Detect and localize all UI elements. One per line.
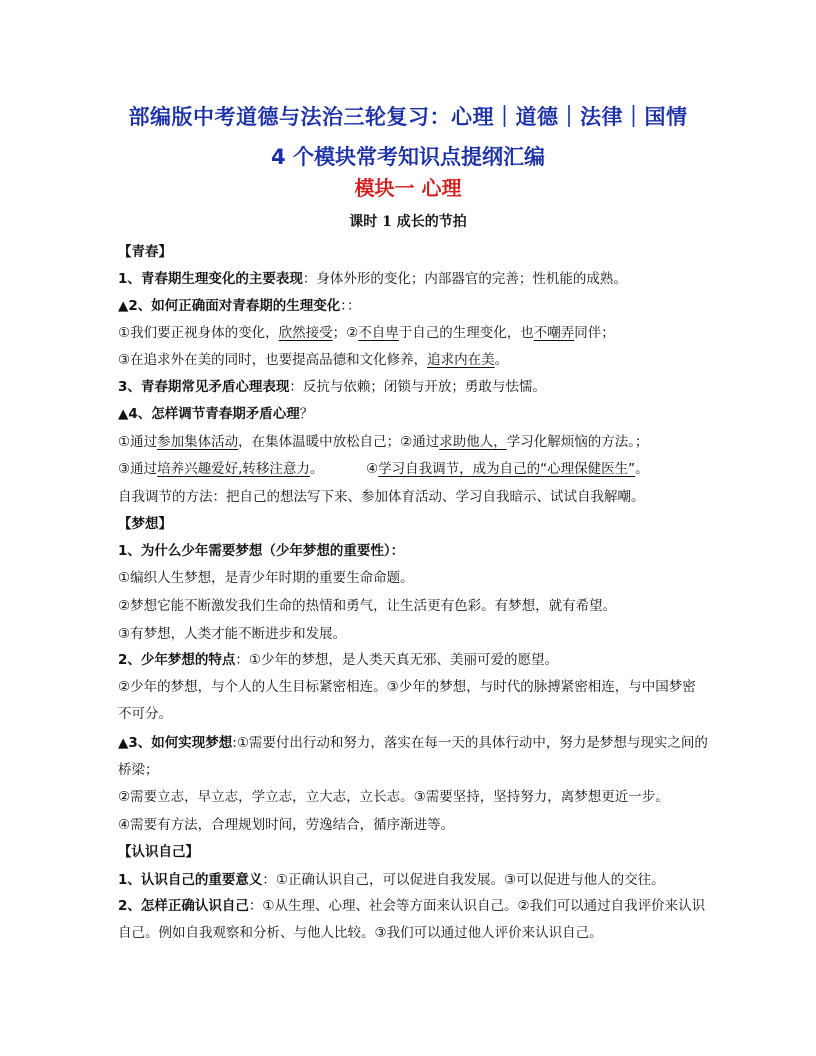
point-label: ▲4、怎样调节青春期矛盾心理 <box>118 406 300 422</box>
text-run: ①通过 <box>118 434 158 450</box>
youth-point-4 <box>118 405 313 423</box>
text-run: 。 <box>494 352 509 368</box>
section-heading-dream: 【梦想】 <box>118 516 172 532</box>
section-heading-youth: 【青春】 <box>118 244 172 260</box>
point-text: ：①少年的梦想，是人类天真无邪、美丽可爱的愿望。 <box>235 652 559 668</box>
underlined-text: 求助他人， <box>439 434 507 450</box>
point-text: :①需要付出行动和努力，落实在每一天的具体行动中，努力是梦想与现实之间的桥梁； <box>118 735 708 778</box>
text-run: ④ <box>366 461 379 477</box>
underlined-text: 欣然接受 <box>278 325 333 341</box>
lesson-title: 课时 1 成长的节拍 <box>349 214 467 230</box>
dream-point-1-c: ③有梦想，人类才能不断进步和发展。 <box>118 626 347 642</box>
youth-point-4-detail-b <box>118 460 323 478</box>
youth-point-1 <box>118 270 627 288</box>
text-run: 。 <box>635 461 649 477</box>
text-run: 同伴； <box>574 325 615 341</box>
text-run: ③通过 <box>118 461 158 477</box>
dream-point-3-c: ④需要有方法，合理规划时间，劳逸结合，循序渐进等。 <box>118 817 455 833</box>
text-run: 学习化解烦恼的方法。； <box>506 434 649 450</box>
point-text: ：反抗与依赖；闭锁与开放；勇敢与怯懦。 <box>289 379 546 395</box>
youth-point-2-detail-b <box>118 351 508 369</box>
youth-point-2-detail-a <box>118 324 615 342</box>
dream-point-3-b: ②需要立志，早立志，学立志，立大志，立长志。③需要坚持，坚持努力，离梦想更近一步。 <box>118 789 669 805</box>
text-run: ③在追求外在美的同时，也要提高品德和文化修养， <box>118 352 428 368</box>
module-title: 模块一 心理 <box>354 176 462 200</box>
text-run: ，在集体温暖中放松自己；②通过 <box>238 434 440 450</box>
youth-point-2 <box>118 297 361 315</box>
youth-point-4-detail-c <box>366 460 649 478</box>
text-run: 。 <box>309 461 324 477</box>
youth-point-3 <box>118 378 546 396</box>
point-label: 2、少年梦想的特点 <box>118 652 236 668</box>
self-point-1 <box>118 871 665 889</box>
dream-point-2-detail: ②少年的梦想，与个人的人生目标紧密相连。③少年的梦想，与时代的脉搏紧密相连，与中国梦密不可分。 <box>118 679 696 722</box>
dream-point-1-a: ①编织人生梦想，是青少年时期的重要生命命题。 <box>118 570 414 586</box>
underlined-text: 不自卑 <box>358 325 399 341</box>
point-label: 3、青春期常见矛盾心理表现 <box>118 379 290 395</box>
section-heading-self: 【认识自己】 <box>118 844 199 860</box>
text-run: ①我们要正视身体的变化， <box>118 325 279 341</box>
underlined-text: 培养兴趣爱好,转移注意力 <box>157 461 310 477</box>
document-subtitle: 4 个模块常考知识点提纲汇编 <box>271 145 545 169</box>
point-text: ？ <box>299 406 314 422</box>
underlined-text: 不嘲弄 <box>533 325 575 341</box>
youth-point-4-detail-a <box>118 433 648 451</box>
dream-point-2 <box>118 651 558 669</box>
text-run: 于自己的生理变化，也 <box>398 325 534 341</box>
underlined-text: 追求内在美 <box>427 352 495 368</box>
text-run: ；② <box>332 325 359 341</box>
point-text: ：①从生理、心理、社会等方面来认识自己。②我们可以通过自我评价来认识自己。例如自我观察和分析、与他人比较。③我们可以通过他人评价来认识自己。 <box>118 898 706 941</box>
point-text: ：①正确认识自己，可以促进自我发展。③可以促进与他人的交往。 <box>262 872 665 888</box>
point-label: 2、怎样正确认识自己 <box>118 898 249 914</box>
dream-point-3 <box>118 730 708 784</box>
point-label: 1、认识自己的重要意义 <box>118 872 263 888</box>
document-title: 部编版中考道德与法治三轮复习：心理｜道德｜法律｜国情 <box>128 105 688 129</box>
point-label: 1、青春期生理变化的主要表现 <box>118 271 303 287</box>
underlined-text: 参加集体活动 <box>157 434 239 450</box>
point-text: ：： <box>340 298 361 314</box>
underlined-text: 学习自我调节，成为自己的“心理保健医生” <box>378 461 636 477</box>
youth-self-regulation: 自我调节的方法：把自己的想法写下来、参加体育活动、学习自我暗示、试试自我解嘲。 <box>118 489 645 505</box>
self-point-2 <box>118 893 708 947</box>
point-label: ▲2、如何正确面对青春期的生理变化 <box>118 298 341 314</box>
dream-point-1-b: ②梦想它能不断激发我们生命的热情和勇气，让生活更有色彩。有梦想，就有希望。 <box>118 598 617 614</box>
point-label: ▲3、如何实现梦想 <box>118 735 233 751</box>
point-text: ：身体外形的变化；内部器官的完善；性机能的成熟。 <box>302 271 627 287</box>
dream-point-1: 1、为什么少年需要梦想（少年梦想的重要性）： <box>118 543 405 559</box>
